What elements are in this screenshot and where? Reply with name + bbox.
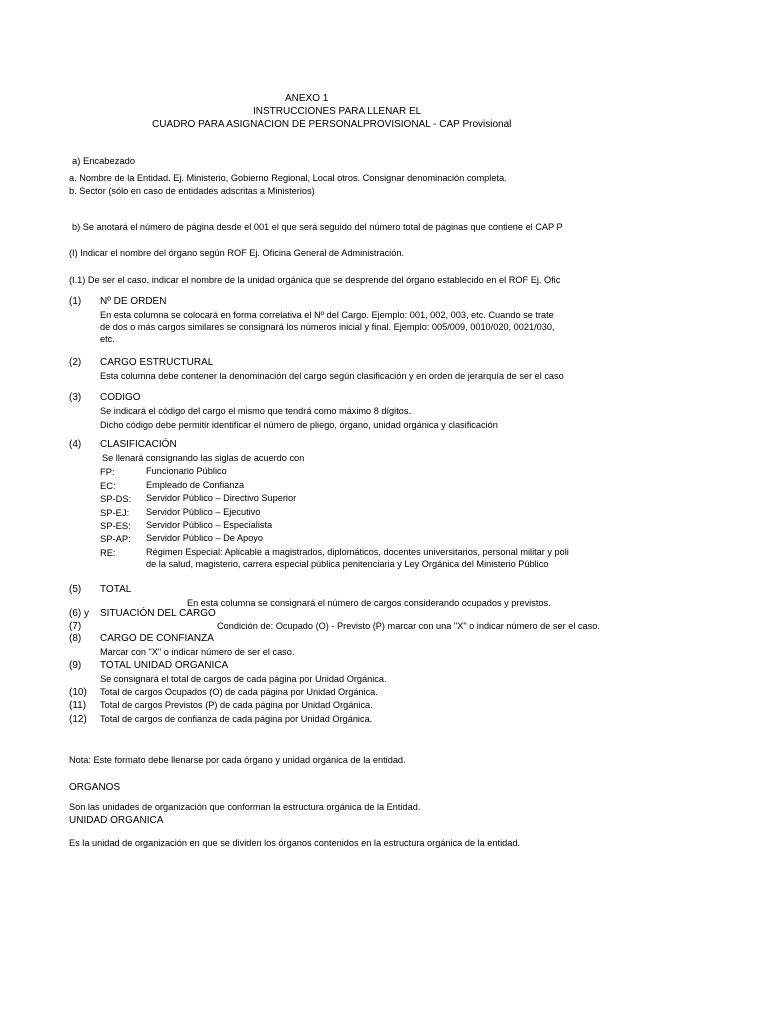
classification-code: SP-ES: xyxy=(100,520,131,531)
section-11-text: Total de cargos Previstos (P) de cada página por Unidad Orgánica. xyxy=(100,700,373,710)
classification-desc: Servidor Público – Directivo Superior xyxy=(146,493,297,503)
title-line-2: CUADRO PARA ASIGNACION DE PERSONALPROVISIONAL - CAP Provisional xyxy=(152,119,512,130)
section-3-title: CODIGO xyxy=(100,392,141,403)
section-10-number: (10) xyxy=(69,687,87,698)
section-6-line-1: Condición de: Ocupado (O) - Previsto (P) marcar con una "X" o indicar número de ser el caso. xyxy=(217,621,600,631)
section-5-number: (5) xyxy=(69,584,82,595)
section-12-number: (12) xyxy=(69,714,87,725)
classification-code: SP-DS: xyxy=(100,493,132,504)
section-1-line-1: En esta columna se colocará en forma correlativa el Nº del Cargo. Ejemplo: 001, 002, 003, etc. Cuando se trate xyxy=(100,310,554,320)
section-11-number: (11) xyxy=(69,700,87,711)
section-6-number: (6) y xyxy=(69,608,89,619)
section-9-number: (9) xyxy=(69,660,82,671)
classification-desc: Funcionario Público xyxy=(146,466,227,476)
organos-heading: ORGANOS xyxy=(69,782,121,793)
section-4-intro: Se llenará consignando las siglas de acuerdo con xyxy=(102,453,305,463)
section-2-line-1: Esta columna debe contener la denominación del cargo según clasificación y en orden de jerarquía de ser el caso xyxy=(100,371,564,381)
classification-code: RE: xyxy=(100,547,116,558)
section-7-number: (7) xyxy=(69,621,82,632)
section-8-line-1: Marcar con "X" o indicar número de ser el caso. xyxy=(100,647,295,657)
classification-desc: Servidor Público – Ejecutivo xyxy=(146,507,261,517)
unidad-instruction: (I.1) De ser el caso, indicar el nombre de la unidad orgánica que se desprende del órgano establecido en el ROF Ej. Ofic xyxy=(69,275,561,285)
pagina-instruction: b) Se anotará el número de página desde el 001 el que será seguido del número total de páginas que contiene el CAP P xyxy=(72,222,563,232)
section-1-title: Nº DE ORDEN xyxy=(100,296,167,307)
title-line-1: INSTRUCCIONES PARA LLENAR EL xyxy=(253,106,422,117)
section-5-line-1: En esta columna se consignará el número de cargos considerando ocupados y previstos. xyxy=(187,598,551,608)
section-4-title: CLASIFICACIÓN xyxy=(100,439,177,450)
section-12-text: Total de cargos de confianza de cada página por Unidad Orgánica. xyxy=(100,714,373,724)
section-3-line-1: Se indicará el código del cargo el mismo que tendrá como máximo 8 dígitos. xyxy=(100,406,412,416)
annex-title: ANEXO 1 xyxy=(285,93,329,104)
classification-re-continuation: de la salud, magisterio, carrera especial pública penitenciaria y Ley Orgánica del Ministerio Público xyxy=(146,559,549,569)
section-8-number: (8) xyxy=(69,633,82,644)
note: Nota: Este formato debe llenarse por cada órgano y unidad orgánica de la entidad. xyxy=(69,755,406,765)
section-2-number: (2) xyxy=(69,357,82,368)
section-1-line-3: etc. xyxy=(100,334,115,344)
section-10-text: Total de cargos Ocupados (O) de cada página por Unidad Orgánica. xyxy=(100,687,378,697)
section-9-title: TOTAL UNIDAD ORGANICA xyxy=(100,660,229,671)
section-1-line-2: de dos o más cargos similares se consignará los números inicial y final. Ejemplo: 005/009, 0010/020, 0021/030, xyxy=(100,322,555,332)
classification-code: FP: xyxy=(100,466,115,477)
organo-instruction: (I) Indicar el nombre del órgano según ROF Ej. Oficina General de Administración. xyxy=(69,248,404,258)
classification-desc: Servidor Público – Especialista xyxy=(146,520,273,530)
encabezado-a: a. Nombre de la Entidad. Ej. Ministerio, Gobierno Regional, Local otros. Consignar denominación completa. xyxy=(69,173,507,183)
section-3-line-2: Dicho código debe permitir identificar el número de pliego, órgano, unidad orgánica y clasificación xyxy=(100,420,498,430)
section-3-number: (3) xyxy=(69,392,82,403)
classification-code: EC: xyxy=(100,480,116,491)
classification-desc: Régimen Especial: Aplicable a magistrados, diplomáticos, docentes universitarios, personal militar y poli xyxy=(146,547,569,557)
encabezado-heading: a) Encabezado xyxy=(72,155,136,166)
organos-text: Son las unidades de organización que conforman la estructura orgánica de la Entidad. xyxy=(69,802,421,812)
classification-code: SP-AP: xyxy=(100,533,131,544)
section-1-number: (1) xyxy=(69,296,82,307)
section-5-title: TOTAL xyxy=(100,584,132,595)
unidad-organica-text: Es la unidad de organización en que se dividen los órganos contenidos en la estructura orgánica de la entidad. xyxy=(69,838,521,848)
section-2-title: CARGO ESTRUCTURAL xyxy=(100,357,214,368)
section-6-title: SITUACIÓN DEL CARGO xyxy=(100,608,216,619)
section-4-number: (4) xyxy=(69,439,82,450)
classification-code: SP-EJ: xyxy=(100,507,130,518)
section-9-line-1: Se consignará el total de cargos de cada página por Unidad Orgánica. xyxy=(100,674,387,684)
encabezado-b: b. Sector (sólo en caso de entidades adscritas a Ministerios) xyxy=(69,186,315,196)
classification-desc: Empleado de Confianza xyxy=(146,480,245,490)
unidad-organica-heading: UNIDAD ORGANICA xyxy=(69,815,164,826)
classification-desc: Servidor Público – De Apoyo xyxy=(146,533,263,543)
section-8-title: CARGO DE CONFIANZA xyxy=(100,633,214,644)
